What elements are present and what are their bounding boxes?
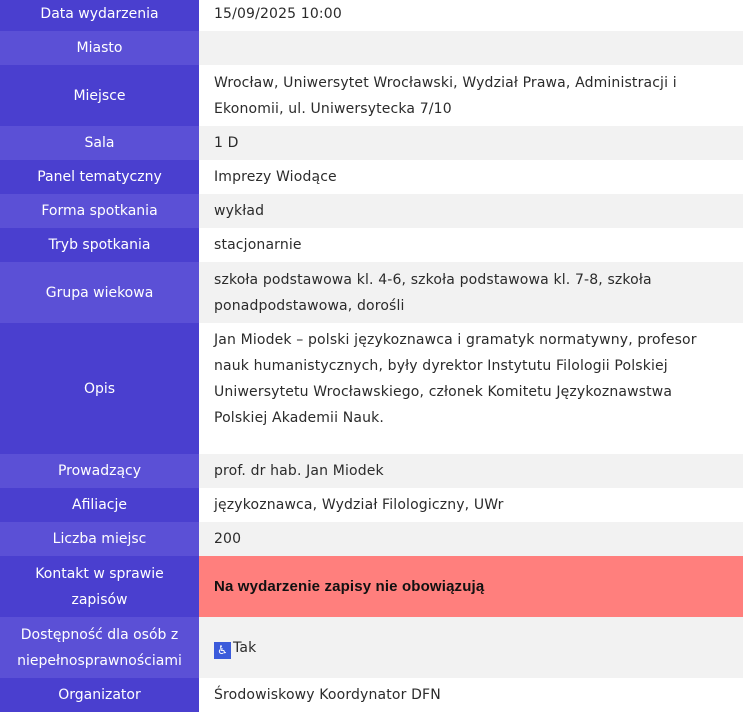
- venue-value: Wrocław, Uniwersytet Wrocławski, Wydział Prawa, Administracji i Ekonomii, ul. Uniwersytecka 7/10: [199, 65, 743, 126]
- row-afiliacje: [0, 488, 743, 522]
- row-dostepnosc: [0, 617, 743, 678]
- row-label: Data wydarzenia: [0, 0, 199, 31]
- row-label: Tryb spotkania: [0, 228, 199, 262]
- row-forma: [0, 194, 743, 228]
- row-opis: [0, 323, 743, 454]
- seats-value: 200: [199, 522, 743, 556]
- accessibility-value: [199, 617, 743, 678]
- row-label: Organizator: [0, 678, 199, 712]
- mode-value: stacjonarnie: [199, 228, 743, 262]
- affiliation-value: językoznawca, Wydział Filologiczny, UWr: [199, 488, 743, 522]
- row-label: Prowadzący: [0, 454, 199, 488]
- row-prowadzacy: [0, 454, 743, 488]
- row-tryb: [0, 228, 743, 262]
- row-label: Kontakt w sprawie zapisów: [0, 556, 199, 617]
- row-miasto: [0, 31, 743, 65]
- row-organizator: [0, 678, 743, 712]
- row-liczba-miejsc: [0, 522, 743, 556]
- city-value: [199, 31, 743, 65]
- row-label: Sala: [0, 126, 199, 160]
- row-label: Grupa wiekowa: [0, 262, 199, 323]
- panel-value: Imprezy Wiodące: [199, 160, 743, 194]
- row-kontakt: [0, 556, 743, 617]
- row-label: Liczba miejsc: [0, 522, 199, 556]
- row-miejsce: [0, 65, 743, 126]
- registration-notice: Na wydarzenie zapisy nie obowiązują: [199, 556, 743, 617]
- row-label: Miejsce: [0, 65, 199, 126]
- age-group-value: szkoła podstawowa kl. 4-6, szkoła podstawowa kl. 7-8, szkoła ponadpodstawowa, dorośli: [199, 262, 743, 323]
- host-value: prof. dr hab. Jan Miodek: [199, 454, 743, 488]
- row-grupa: [0, 262, 743, 323]
- row-data-wydarzenia: [0, 0, 743, 31]
- wheelchair-icon: ♿: [214, 642, 231, 659]
- description-value: Jan Miodek – polski językoznawca i gramatyk normatywny, profesor nauk humanistycznych, były dyrektor Instytutu Filologii Polskiej Uniwersytetu Wrocławskiego, członek Komitetu Językoznawstwa Polskiej Akademii Nauk.: [199, 323, 743, 454]
- form-value: wykład: [199, 194, 743, 228]
- row-sala: [0, 126, 743, 160]
- row-label: Panel tematyczny: [0, 160, 199, 194]
- organizer-value: Środowiskowy Koordynator DFN: [199, 678, 743, 712]
- row-label: Opis: [0, 323, 199, 454]
- row-panel: [0, 160, 743, 194]
- row-label: Dostępność dla osób z niepełnosprawnościami: [0, 617, 199, 678]
- accessibility-text: Tak: [233, 639, 257, 656]
- row-label: Afiliacje: [0, 488, 199, 522]
- room-value: 1 D: [199, 126, 743, 160]
- row-label: Forma spotkania: [0, 194, 199, 228]
- row-label: Miasto: [0, 31, 199, 65]
- event-date-value: 15/09/2025 10:00: [199, 0, 743, 31]
